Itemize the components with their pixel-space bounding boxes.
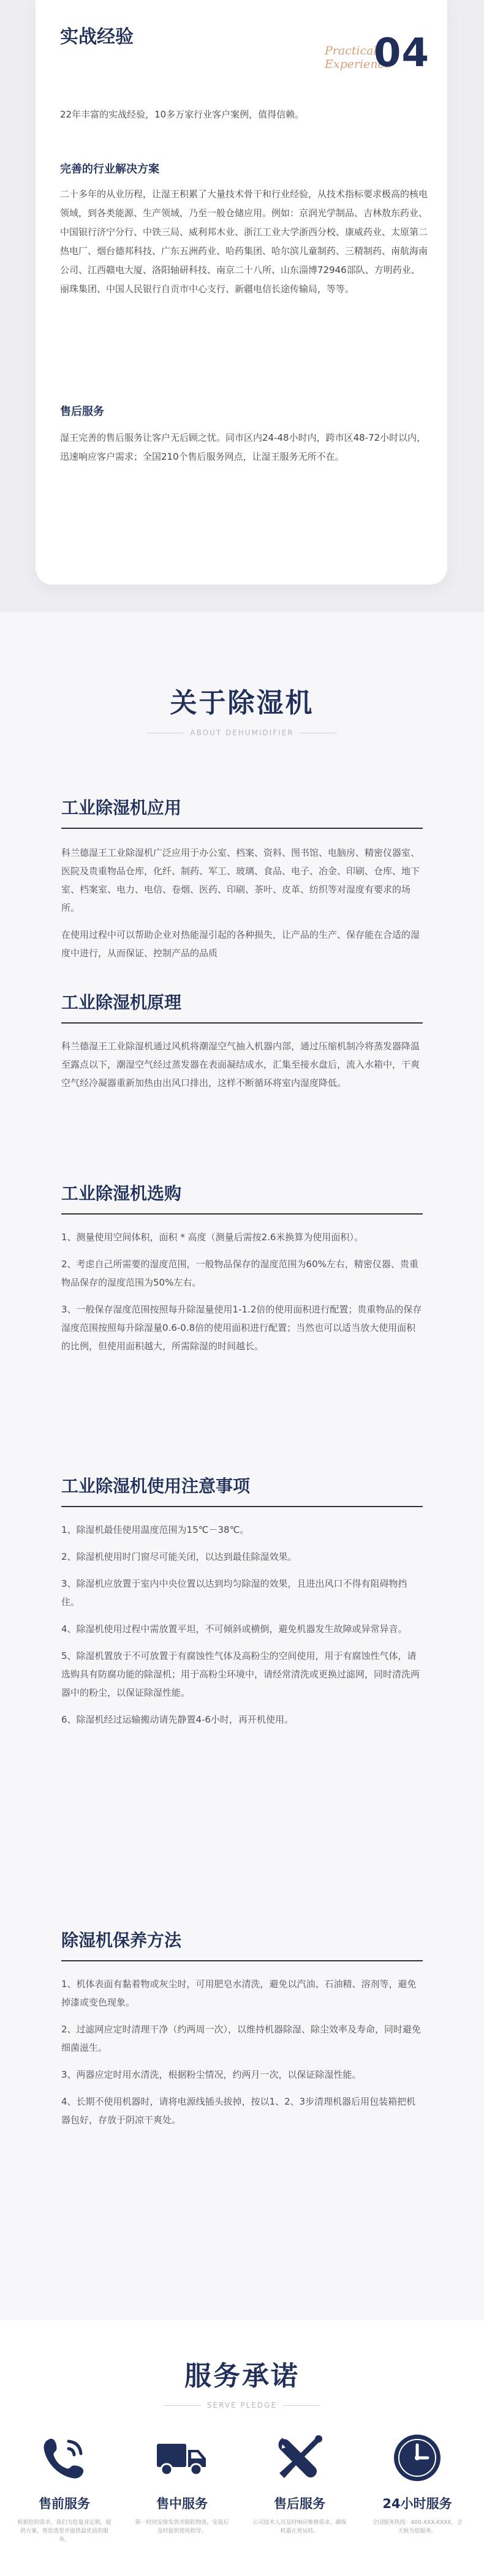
service-item-24h bbox=[365, 2430, 469, 2536]
about-title: 关于除湿机 bbox=[170, 687, 314, 719]
service-desc: 根据您的需求，我们为您量身定制，提供方案，帮您选型并提供最优质的服务。 bbox=[17, 2520, 112, 2543]
service-text: 湿王完善的售后服务让客户无后顾之忧。同市区内24-48小时内，跨市区48-72小时以内，迅速响应客户需求；全国210个售后服务网点，让湿王服务无所不在。 bbox=[60, 432, 426, 462]
service-item-insale bbox=[130, 2430, 234, 2536]
paragraph: 2、除湿机使用时门窗尽可能关闭，以达到最佳除湿效果。 bbox=[61, 1551, 297, 1562]
card-title: 实战经验 bbox=[60, 26, 134, 48]
section-text-purchase bbox=[61, 1228, 423, 1364]
service-heading: 售后服务 bbox=[60, 405, 104, 418]
section-text-application bbox=[61, 844, 423, 971]
section-divider bbox=[61, 1960, 423, 1961]
paragraph: 2、考虑自己所需要的湿度范围，一般物品保存的湿度范围为60%左右，精密仪器、贵重物品保存的湿度范围为50%左右。 bbox=[61, 1259, 418, 1288]
paragraph: 3、两器应定时用水清洗，根据粉尘情况，约两月一次，以保证除湿性能。 bbox=[61, 2069, 361, 2080]
service-title: 服务承诺 bbox=[184, 2361, 300, 2392]
service-subtitle: SERVE PLEDGE bbox=[0, 2401, 484, 2409]
paragraph: 1、测量使用空间体积，面积 * 高度（测量后需按2.6米换算为使用面积）。 bbox=[61, 1232, 363, 1243]
paragraph: 6、除湿机经过运输搬动请先静置4-6小时，再开机使用。 bbox=[61, 1714, 294, 1725]
paragraph: 科兰德湿王工业除湿机通过风机将潮湿空气抽入机器内部，通过压缩机制冷将蒸发器降温至露点以下，潮湿空气经过蒸发器在表面凝结成水，汇集至接水盘后，流入水箱中，干爽空气经冷凝器重新加热由出风口排出，这样不断循环将室内湿度降低。 bbox=[61, 1041, 420, 1088]
truck-icon bbox=[154, 2430, 210, 2485]
solutions-text: 二十多年的从业历程，让湿王积累了大量技术骨干和行业经验，从技术指标要求极高的核电领域，到各类能源、生产领域，乃至一般仓储应用。例如：京润光学制品、吉林敖东药业、中国银行济宁分行、中铁三局、威利邦木业、浙江工业大学浙西分校、康威药业、太原第二热电厂、烟台德邦科技、广东五洲药业、哈药集团、哈尔滨儿童制药、三精制药、南航海南公司、江西赣电大厦、洛阳轴研科技、南京二十八所、山东淄博72946部队、方明药业、丽珠集团、中国人民银行自贡市中心支行、新疆电信长途传输局，等等。 bbox=[60, 189, 428, 294]
service-item-presale bbox=[12, 2430, 116, 2544]
paragraph: 2、过滤网应定时清理干净（约两周一次），以维持机器除湿、除尘效率及寿命，同时避免细菌滋生。 bbox=[61, 2024, 422, 2053]
paragraph: 在使用过程中可以帮助企业对热能湿引起的各种损失，让产品的生产、保存能在合适的湿度中进行，从而保证、控制产品的品质 bbox=[61, 929, 420, 959]
clock-24-icon bbox=[390, 2430, 445, 2485]
section-heading-purchase: 工业除湿机选购 bbox=[61, 1183, 182, 1204]
service-desc: 公司技术人员及时响应维修需求，确保机器正常运转。 bbox=[252, 2520, 347, 2534]
paragraph: 4、长期不使用机器时，请将电源线插头拔掉，按以1、2、3步清理机器后用包装箱把机器包好，存放于阴凉干爽处。 bbox=[61, 2096, 416, 2125]
service-label: 售前服务 bbox=[39, 2496, 90, 2511]
card-intro: 22年丰富的实战经验，10多万家行业客户案例，值得信赖。 bbox=[60, 109, 304, 120]
card-script-label: Practical Experience bbox=[325, 44, 391, 71]
service-desc: 全国服务热线：400-XXX-XXXX，全天候为您服务。 bbox=[372, 2520, 463, 2534]
section-heading-maintenance: 除湿机保养方法 bbox=[61, 1930, 182, 1950]
paragraph: 4、除湿机使用过程中需放置平坦，不可倾斜或横倒，避免机器发生故障或异常异音。 bbox=[61, 1623, 407, 1634]
tools-icon bbox=[272, 2430, 327, 2485]
section-text-maintenance bbox=[61, 1975, 423, 2138]
service-label: 售中服务 bbox=[156, 2496, 208, 2511]
service-item-aftersale bbox=[248, 2430, 352, 2536]
paragraph: 1、除湿机最佳使用温度范围为15℃－38℃。 bbox=[61, 1524, 249, 1535]
service-label: 24小时服务 bbox=[382, 2496, 452, 2511]
section-text-precautions bbox=[61, 1521, 423, 1737]
about-subtitle: ABOUT DEHUMIDIFIER bbox=[0, 728, 484, 737]
paragraph: 3、除湿机应放置于室内中央位置以达到均匀除湿的效果，且进出风口不得有阻碍物挡住。 bbox=[61, 1578, 407, 1608]
section-divider bbox=[61, 1213, 423, 1215]
section-heading-principle: 工业除湿机原理 bbox=[61, 992, 182, 1013]
section-heading-precautions: 工业除湿机使用注意事项 bbox=[61, 1476, 251, 1496]
experience-card bbox=[36, 0, 447, 585]
phone-icon bbox=[37, 2430, 92, 2485]
section-divider bbox=[61, 828, 423, 829]
paragraph: 3、一般保存湿度范围按照每升除湿量使用1-1.2倍的使用面积进行配置；贵重物品的保存湿度范围按照每升除湿量0.6-0.8倍的使用面积进行配置；当然也可以适当放大使用面积的比例，但使用面积越大，所需除湿的时间越长。 bbox=[61, 1304, 422, 1352]
service-label: 售后服务 bbox=[274, 2496, 325, 2511]
section-divider bbox=[61, 1506, 423, 1507]
paragraph: 科兰德湿王工业除湿机广泛应用于办公室、档案、资料、图书馆、电脑房、精密仪器室、医院及贵重物品仓库，化纤、制药、军工、玻璃、食品、电子、冶金、印刷、仓库、地下室、档案室、电力、电信、卷烟、医药、印刷、茶叶、皮革、纺织等对湿度有要求的场所。 bbox=[61, 847, 420, 913]
paragraph: 5、除湿机置放于不可放置于有腐蚀性气体及高粉尘的空间使用，用于有腐蚀性气体，请选购具有防腐功能的除湿机；用于高粉尘环境中，请经常清洗或更换过滤网，同时清洗两器中的粉尘，以保证除湿性能。 bbox=[61, 1650, 420, 1698]
section-divider bbox=[61, 1022, 423, 1024]
service-desc: 第一时间安排发货并跟踪物流，安装后及时提供使用指导。 bbox=[135, 2520, 229, 2534]
section-heading-application: 工业除湿机应用 bbox=[61, 798, 182, 818]
paragraph: 1、机体表面有黏着物或灰尘时，可用肥皂水清洗，避免以汽油、石油精、溶剂等，避免掉漆或变色现象。 bbox=[61, 1979, 417, 2008]
solutions-heading: 完善的行业解决方案 bbox=[60, 163, 159, 176]
card-number: 04 bbox=[374, 31, 430, 76]
section-text-principle bbox=[61, 1037, 423, 1101]
